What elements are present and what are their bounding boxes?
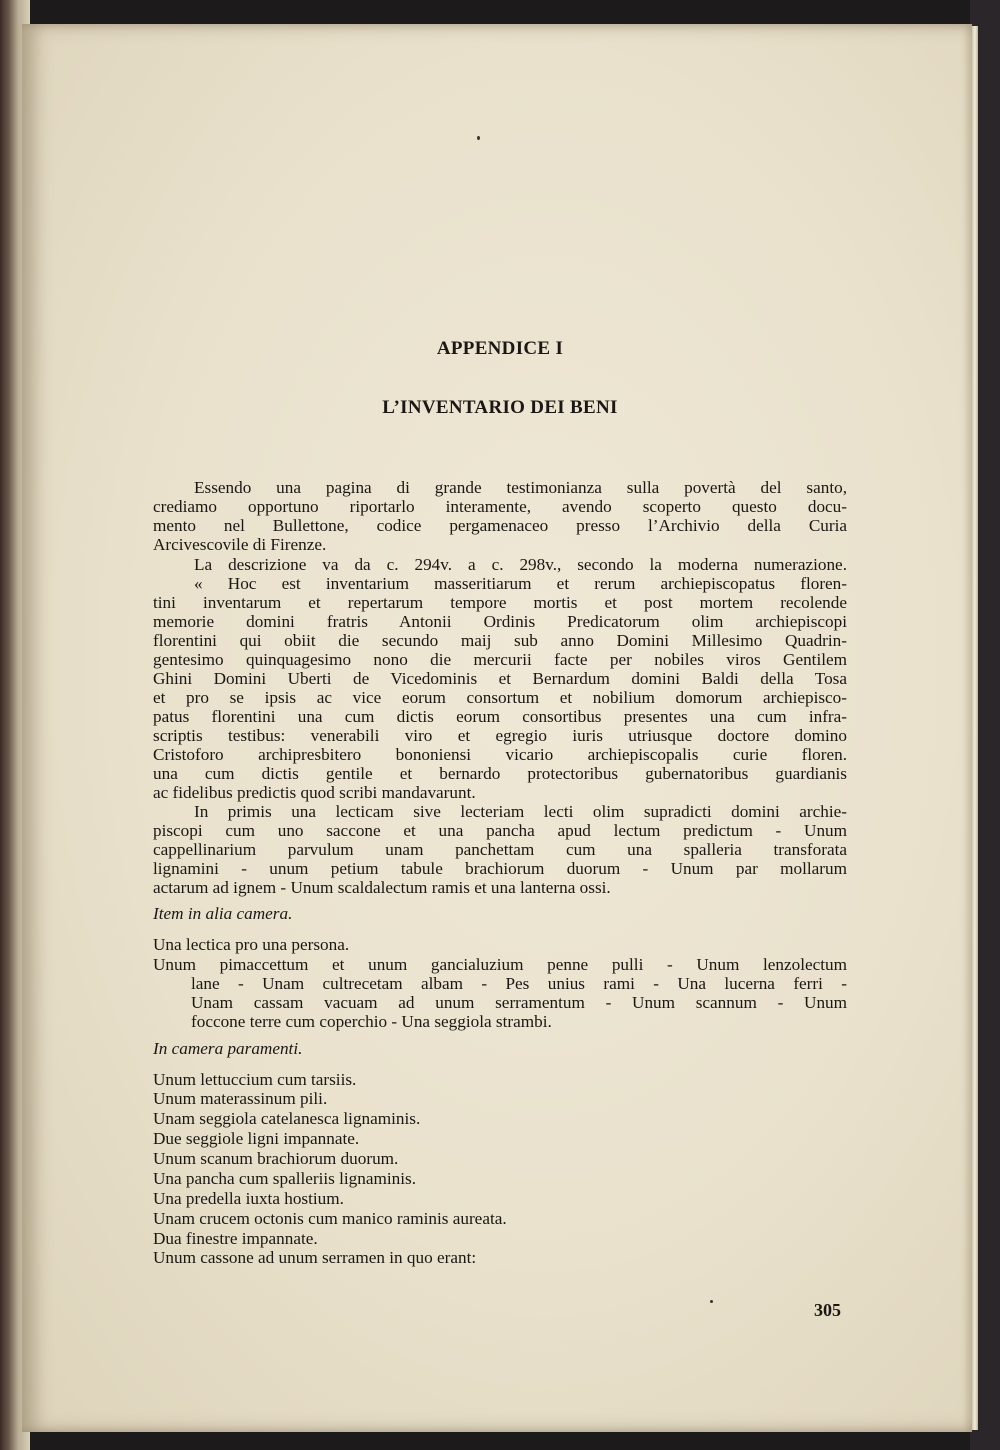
alia-camera-item: lane - Unam cultrecetam albam - Pes unius rami - Una lucerna ferri - (191, 974, 847, 993)
paramenti-item: Unum lettuccium cum tarsiis. (153, 1070, 357, 1089)
description-note: La descrizione va da c. 294v. a c. 298v., secondo la moderna numerazione. (194, 555, 847, 574)
intro-line: mento nel Bullettone, codice pergamenaceo presso l’Archivio della Curia (153, 516, 847, 535)
preamble-line: patus florentini una cum dictis eorum consortibus presentes una cum infra- (153, 707, 847, 726)
paramenti-item: Dua finestre impannate. (153, 1229, 318, 1248)
preamble-line: florentini qui obiit die secundo maij sub anno Domini Millesimo Quadrin- (153, 631, 847, 650)
ink-speck (710, 1300, 713, 1303)
appendix-title: APPENDICE I (436, 338, 564, 359)
first-room-line: In primis una lecticam sive lecteriam lecti olim supradicti domini archie- (194, 802, 847, 821)
preamble-line: ac fidelibus predictis quod scribi mandavarunt. (153, 783, 476, 802)
intro-line: crediamo opportuno riportarlo interamente, avendo scoperto questo docu- (153, 497, 847, 516)
alia-camera-item: Unum pimaccettum et unum gancialuzium penne pulli - Unum lenzolectum (153, 955, 847, 974)
paramenti-item: Unum materassinum pili. (153, 1089, 328, 1108)
paramenti-item: Unam crucem octonis cum manico raminis aureata. (153, 1209, 507, 1228)
paramenti-item: Due seggiole ligni impannate. (153, 1129, 360, 1148)
book-page (22, 24, 972, 1432)
page-number: 305 (814, 1300, 841, 1320)
preamble-line: Ghini Domini Uberti de Vicedominis et Bernardum domini Baldi della Tosa (153, 669, 847, 688)
ink-speck (477, 136, 480, 140)
first-room-line: piscopi cum uno saccone et una pancha apud lectum predictum - Unum (153, 821, 847, 840)
preamble-line: memorie domini fratris Antonii Ordinis Predicatorum olim archiepiscopi (153, 612, 847, 631)
first-room-line: actarum ad ignem - Unum scaldalectum ramis et una lanterna ossi. (153, 878, 611, 897)
preamble-line: una cum dictis gentile et bernardo protectoribus gubernatoribus guardianis (153, 764, 847, 783)
paramenti-item: Una predella iuxta hostium. (153, 1189, 344, 1208)
preamble-line: tini inventarum et repertarum tempore mortis et post mortem recolende (153, 593, 847, 612)
paramenti-item: Una pancha cum spalleriis lignaminis. (153, 1169, 416, 1188)
preamble-line: gentesimo quinquagesimo nono die mercurii facte per nobiles viros Gentilem (153, 650, 847, 669)
section-heading-alia-camera: Item in alia camera. (153, 904, 293, 923)
paramenti-item: Unum scanum brachiorum duorum. (153, 1149, 399, 1168)
intro-line: Arcivescovile di Firenze. (153, 535, 327, 554)
preamble-line: Cristoforo archipresbitero bononiensi vicario archiepiscopalis curie floren. (153, 745, 847, 764)
intro-line: Essendo una pagina di grande testimonianza sulla povertà del santo, (194, 478, 847, 497)
page-edge (972, 26, 978, 1430)
preamble-line: « Hoc est inventarium masseritiarum et rerum archiepiscopatus floren- (194, 574, 847, 593)
chapter-title: L’INVENTARIO DEI BENI (382, 397, 618, 418)
preamble-line: scriptis testibus: venerabili viro et egregio iuris utriusque doctore domino (153, 726, 847, 745)
alia-camera-item: Unam cassam vacuam ad unum serramentum - Unum scannum - Unum (191, 993, 847, 1012)
paramenti-item: Unum cassone ad unum serramen in quo erant: (153, 1248, 477, 1267)
section-heading-paramenti: In camera paramenti. (153, 1039, 303, 1058)
alia-camera-item: Una lectica pro una persona. (153, 935, 350, 954)
paramenti-item: Unam seggiola catelanesca lignaminis. (153, 1109, 421, 1128)
first-room-line: lignamini - unum petium tabule brachiorum duorum - Unum par mollarum (153, 859, 847, 878)
alia-camera-item: foccone terre cum coperchio - Una seggiola strambi. (191, 1012, 552, 1031)
first-room-line: cappellinarium parvulum unam panchettam cum una spalleria transforata (153, 840, 847, 859)
preamble-line: et pro se ipsis ac vice eorum consortum et nobilium domorum archiepisco- (153, 688, 847, 707)
